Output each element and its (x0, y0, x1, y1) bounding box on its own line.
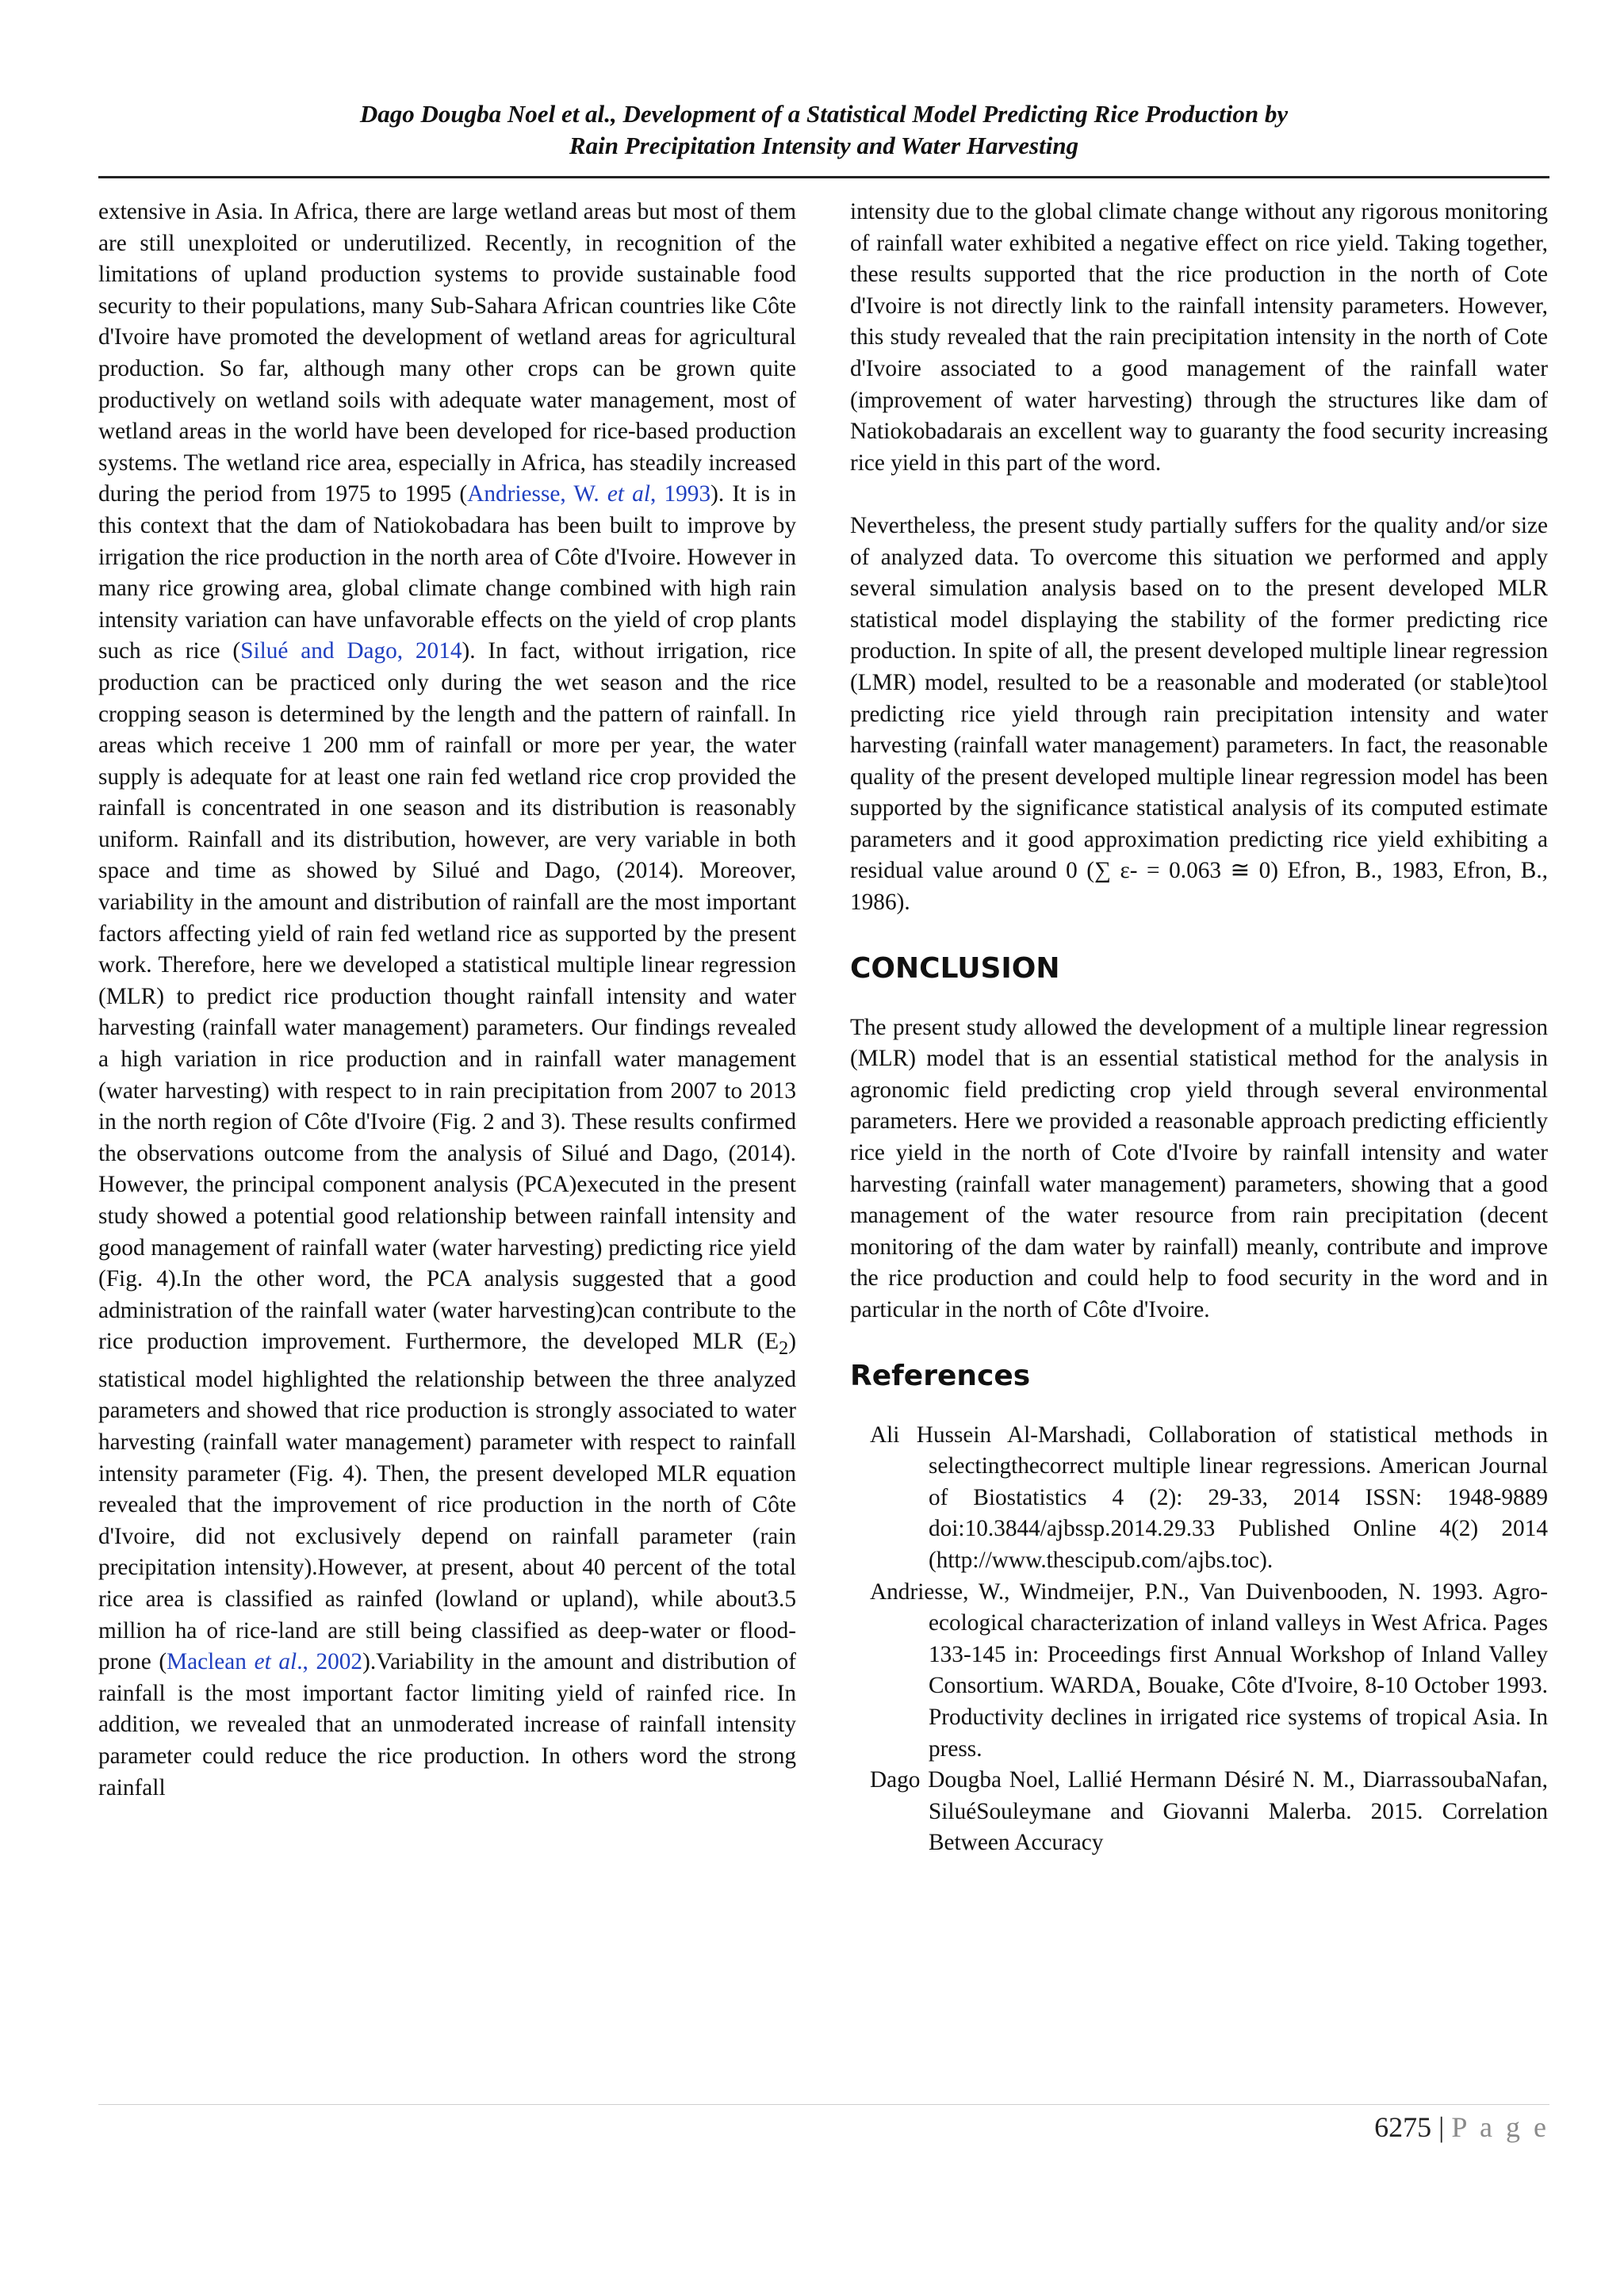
conclusion-paragraph: The present study allowed the development of a multiple linear regression (MLR) model that is an essential statistical method for the analysis in agronomic field predicting crop yield through several environmental parameters. Here we provided a reasonable approach predicting efficiently rice yield in the north of Cote d'Ivoire by rainfall intensity and water harvesting (rainfall water management) parameters, showing that a good management of the water resource from rain precipitation (decent monitoring of the dam water by rainfall) meanly, contribute and improve the rice production and could help to food security in the word and in particular in the north of Côte d'Ivoire. (850, 1014, 1548, 1322)
discussion-paragraph-continued: intensity due to the global climate change without any rigorous monitoring of rainfall water exhibited a negative effect on rice yield. Taking together, these results supported that the rice production in the north of Cote d'Ivoire is not directly link to the rainfall intensity parameters. However, this study revealed that the rain precipitation intensity in the north of Cote d'Ivoire associated to a good management of the rainfall water (improvement of water harvesting) through the structures like dam of Natiokobadarais an excellent way to guaranty the food security increasing rice yield in this part of the word. (850, 199, 1548, 476)
running-header (98, 98, 1549, 162)
citation-link[interactable]: Andriesse, W. et al, 1993 (467, 481, 711, 507)
page-number: 6275 (1374, 2111, 1432, 2143)
page-separator: | (1438, 2111, 1445, 2143)
references-heading: References (850, 1359, 1031, 1392)
running-header-line-1: Dago Dougba Noel et al., Development of a Statistical Model Predicting Rice Production by (359, 100, 1289, 128)
discussion-paragraph: extensive in Asia. In Africa, there are large wetland areas but most of them are still unexploited or underutilized. Recently, in recognition of the limitations of upland production systems to provide sustainable food security to their populations, many Sub-Sahara African countries like Côte d'Ivoire have promoted the development of wetland areas for agricultural production. So far, although many other crops can be grown quite productively on wetland soils with adequate water management, most of wetland areas in the world have been developed for rice-based production systems. The wetland rice area, especially in Africa, has steadily increased during the period from 1975 to 1995 (Andriesse, W. et al, 1993). It is in this context that the dam of Natiokobadara has been built to improve by irrigation the rice production in the north area of Côte d'Ivoire. However in many rice growing area, global climate change combined with high rain intensity variation can have unfavorable effects on the yield of crop plants such as rice (Silué and Dago, 2014). In fact, without irrigation, rice production can be practiced only during the wet season and the rice cropping season is determined by the length and the pattern of rainfall. In areas which receive 1 200 mm of rainfall or more per year, the water supply is adequate for at least one rain fed wetland rice crop provided the rainfall is concentrated in one season and its distribution is reasonably uniform. Rainfall and its distribution, however, are very variable in both space and time as showed by Silué and Dago, (2014). Moreover, variability in the amount and distribution of rainfall are the most important factors affecting yield of rain fed wetland rice as supported by the present work. Therefore, here we developed a statistical multiple linear regression (MLR) to predict rice production thought rainfall intensity and water harvesting (rainfall water management) parameters. Our findings revealed a high variation in rice production and in rainfall water management (water harvesting) with respect to in rain precipitation from 2007 to 2013 in the north region of Côte d'Ivoire (Fig. 2 and 3). These results confirmed the observations outcome from the analysis of Silué and Dago, (2014). However, the principal component analysis (PCA)executed in the present study showed a potential good relationship between rainfall intensity and good management of rainfall water (water harvesting) predicting rice yield (Fig. 4).In the other word, the PCA analysis suggested that a good administration of the rainfall water (water harvesting)can contribute to the rice production improvement. Furthermore, the developed MLR $(E_2)$ statistical model highlighted the relationship between the three analyzed parameters and showed that rice production is strongly associated to water harvesting (rainfall water management) parameter with respect to rainfall intensity parameter (Fig. 4). Then, the present developed MLR equation revealed that the improvement of rice production in the north of Côte d'Ivoire, did not exclusively depend on rainfall parameter (rain precipitation intensity).However, at present, about 40 percent of the total rice area is classified as rainfed (lowland or upland), while about3.5 million ha of rice-land are still being classified as deep-water or flood-prone (Maclean et al., 2002).Variability in the amount and distribution of rainfall is the most important factor limiting yield of rainfed rice. In addition, we revealed that an unmoderated increase of rainfall intensity parameter could reduce the rice production. In others word the strong rainfall (98, 199, 797, 1800)
page-label: P a g e (1451, 2111, 1549, 2143)
running-header-line-2: Rain Precipitation Intensity and Water Harvesting (569, 132, 1079, 159)
page-footer (1374, 2109, 1549, 2145)
conclusion-heading: CONCLUSION (850, 951, 1060, 985)
reference-list (850, 1420, 1548, 1859)
footer-rule (98, 2104, 1549, 2105)
header-rule (98, 176, 1549, 178)
reference-item: Dago Dougba Noel, Lallié Hermann Désiré N. M., DiarrassoubaNafan, SiluéSouleymane and Giovanni Malerba. 2015. Correlation Between Accuracy (870, 1767, 1548, 1856)
reference-item: Ali Hussein Al-Marshadi, Collaboration of statistical methods in selectingthecorrect multiple linear regressions. American Journal of Biostatistics 4 (2): 29-33, 2014 ISSN: 1948-9889 doi:10.3844/ajbssp.2014.29.33 Published Online 4(2) 2014 (http://www.thescipub.com/ajbs.toc). (870, 1422, 1548, 1573)
reference-item: Andriesse, W., Windmeijer, P.N., Van Duivenbooden, N. 1993. Agro-ecological characterization of inland valleys in West Africa. Pages 133-145 in: Proceedings first Annual Workshop of Inland Valley Consortium. WARDA, Bouake, Côte d'Ivoire, 8-10 October 1993. Productivity declines in irrigated rice systems of tropical Asia. In press. (870, 1578, 1548, 1762)
right-column (850, 197, 1548, 1859)
left-column (98, 197, 796, 1804)
citation-link[interactable]: Maclean et al., 2002 (167, 1649, 363, 1675)
citation-link[interactable]: Silué and Dago, 2014 (240, 638, 462, 664)
limitations-paragraph: Nevertheless, the present study partially suffers for the quality and/or size of analyzed data. To overcome this situation we performed and apply several simulation analysis based on to the present developed MLR statistical model displaying the stability of the former predicting rice production. In spite of all, the present developed multiple linear regression (LMR) model, resulted to be a reasonable and moderated (or stable)tool predicting rice yield through rain precipitation intensity and water harvesting (rainfall water management) parameters. In fact, the reasonable quality of the present developed multiple linear regression model has been supported by the significance statistical analysis of its computed estimate parameters and it good approximation predicting rice yield exhibiting a residual value around 0 (∑ ε- = 0.063 ≅ 0) Efron, B., 1983, Efron, B., 1986). (850, 512, 1548, 916)
